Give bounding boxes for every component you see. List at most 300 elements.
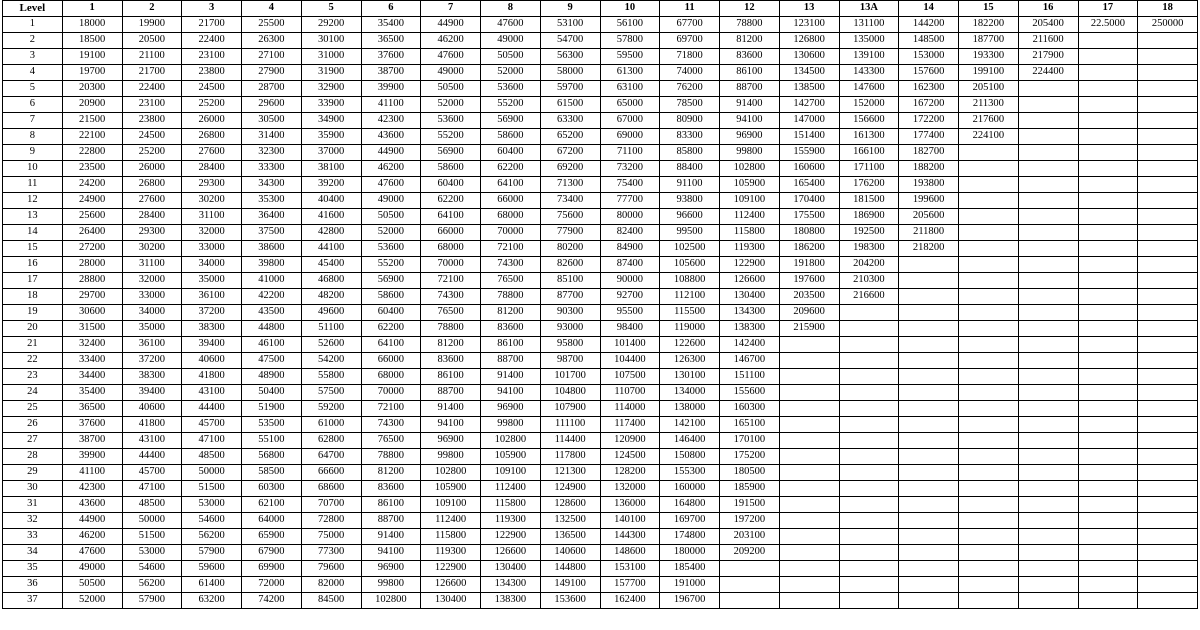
pay-cell: 191800 — [779, 257, 839, 273]
pay-cell: 99800 — [361, 577, 421, 593]
empty-cell — [779, 353, 839, 369]
empty-cell — [1018, 225, 1078, 241]
empty-cell — [839, 497, 899, 513]
pay-cell: 40600 — [122, 401, 182, 417]
pay-cell: 95500 — [600, 305, 660, 321]
pay-cell: 146700 — [720, 353, 780, 369]
table-row — [3, 481, 1198, 497]
empty-cell — [1078, 49, 1138, 65]
pay-cell: 39800 — [242, 257, 302, 273]
pay-cell: 94100 — [361, 545, 421, 561]
pay-cell: 99500 — [660, 225, 720, 241]
pay-cell: 99800 — [720, 145, 780, 161]
pay-cell: 67200 — [540, 145, 600, 161]
pay-cell: 54200 — [301, 353, 361, 369]
pay-cell: 53000 — [182, 497, 242, 513]
pay-cell: 25200 — [122, 145, 182, 161]
pay-cell: 90300 — [540, 305, 600, 321]
empty-cell — [1138, 449, 1198, 465]
empty-cell — [1018, 193, 1078, 209]
pay-cell: 92700 — [600, 289, 660, 305]
pay-cell: 21100 — [122, 49, 182, 65]
empty-cell — [1078, 129, 1138, 145]
pay-cell: 148500 — [899, 33, 959, 49]
empty-cell — [1018, 353, 1078, 369]
column-header: 8 — [481, 1, 541, 17]
pay-cell: 83300 — [660, 129, 720, 145]
pay-cell: 130400 — [421, 593, 481, 609]
empty-cell — [1018, 145, 1078, 161]
empty-cell — [1078, 193, 1138, 209]
empty-cell — [1138, 241, 1198, 257]
pay-cell: 205100 — [959, 81, 1019, 97]
empty-cell — [1078, 257, 1138, 273]
pay-cell: 105900 — [720, 177, 780, 193]
empty-cell — [839, 305, 899, 321]
pay-cell: 73200 — [600, 161, 660, 177]
pay-cell: 47600 — [421, 49, 481, 65]
pay-cell: 56800 — [242, 449, 302, 465]
pay-cell: 57900 — [182, 545, 242, 561]
pay-cell: 54700 — [540, 33, 600, 49]
pay-cell: 67000 — [600, 113, 660, 129]
empty-cell — [1138, 305, 1198, 321]
pay-cell: 72800 — [301, 513, 361, 529]
pay-cell: 199100 — [959, 65, 1019, 81]
pay-cell: 112400 — [720, 209, 780, 225]
pay-cell: 80000 — [600, 209, 660, 225]
column-header: 3 — [182, 1, 242, 17]
row-header-level: 29 — [3, 465, 63, 481]
pay-cell: 62100 — [242, 497, 302, 513]
pay-cell: 128600 — [540, 497, 600, 513]
pay-cell: 27600 — [122, 193, 182, 209]
empty-cell — [959, 481, 1019, 497]
empty-cell — [839, 481, 899, 497]
pay-cell: 138500 — [779, 81, 839, 97]
pay-cell: 83600 — [361, 481, 421, 497]
empty-cell — [1018, 177, 1078, 193]
row-header-level: 36 — [3, 577, 63, 593]
table-header — [3, 1, 1198, 17]
pay-cell: 37200 — [122, 353, 182, 369]
pay-cell: 27900 — [242, 65, 302, 81]
empty-cell — [899, 497, 959, 513]
pay-cell: 23800 — [182, 65, 242, 81]
pay-cell: 70000 — [481, 225, 541, 241]
empty-cell — [1078, 353, 1138, 369]
table-row — [3, 385, 1198, 401]
pay-cell: 81200 — [481, 305, 541, 321]
empty-cell — [899, 385, 959, 401]
empty-cell — [779, 449, 839, 465]
empty-cell — [779, 417, 839, 433]
pay-cell: 224100 — [959, 129, 1019, 145]
empty-cell — [1078, 241, 1138, 257]
pay-cell: 86100 — [720, 65, 780, 81]
pay-cell: 33900 — [301, 97, 361, 113]
table-row — [3, 321, 1198, 337]
pay-cell: 119300 — [720, 241, 780, 257]
empty-cell — [959, 193, 1019, 209]
pay-cell: 39400 — [182, 337, 242, 353]
pay-cell: 142700 — [779, 97, 839, 113]
pay-cell: 69700 — [660, 33, 720, 49]
pay-cell: 39200 — [301, 177, 361, 193]
pay-cell: 76500 — [481, 273, 541, 289]
empty-cell — [899, 529, 959, 545]
empty-cell — [1018, 481, 1078, 497]
pay-cell: 41600 — [301, 209, 361, 225]
column-header: 9 — [540, 1, 600, 17]
pay-cell: 44800 — [242, 321, 302, 337]
pay-cell: 81200 — [421, 337, 481, 353]
pay-cell: 69000 — [600, 129, 660, 145]
empty-cell — [899, 545, 959, 561]
empty-cell — [839, 561, 899, 577]
empty-cell — [959, 561, 1019, 577]
pay-cell: 28400 — [122, 209, 182, 225]
pay-cell: 161300 — [839, 129, 899, 145]
empty-cell — [1018, 113, 1078, 129]
pay-cell: 64100 — [481, 177, 541, 193]
pay-cell: 56200 — [122, 577, 182, 593]
empty-cell — [899, 289, 959, 305]
pay-cell: 126600 — [481, 545, 541, 561]
pay-cell: 86100 — [421, 369, 481, 385]
pay-cell: 108800 — [660, 273, 720, 289]
pay-cell: 185400 — [660, 561, 720, 577]
pay-cell: 44900 — [62, 513, 122, 529]
pay-cell: 35400 — [361, 17, 421, 33]
pay-cell: 88700 — [421, 385, 481, 401]
pay-cell: 66600 — [301, 465, 361, 481]
pay-cell: 68000 — [421, 241, 481, 257]
pay-cell: 52000 — [421, 97, 481, 113]
pay-cell: 75000 — [301, 529, 361, 545]
pay-cell: 30200 — [182, 193, 242, 209]
pay-cell: 60400 — [421, 177, 481, 193]
pay-cell: 53100 — [540, 17, 600, 33]
pay-cell: 86100 — [481, 337, 541, 353]
pay-cell: 78800 — [720, 17, 780, 33]
empty-cell — [839, 433, 899, 449]
empty-cell — [1138, 177, 1198, 193]
pay-cell: 148600 — [600, 545, 660, 561]
pay-cell: 75400 — [600, 177, 660, 193]
pay-cell: 193300 — [959, 49, 1019, 65]
pay-cell: 37600 — [62, 417, 122, 433]
empty-cell — [899, 481, 959, 497]
row-header-level: 35 — [3, 561, 63, 577]
empty-cell — [959, 161, 1019, 177]
empty-cell — [1078, 113, 1138, 129]
pay-cell: 19900 — [122, 17, 182, 33]
pay-cell: 47100 — [182, 433, 242, 449]
pay-cell: 55200 — [361, 257, 421, 273]
pay-cell: 81200 — [361, 465, 421, 481]
pay-cell: 45700 — [122, 465, 182, 481]
pay-cell: 77700 — [600, 193, 660, 209]
pay-cell: 39900 — [62, 449, 122, 465]
table-body — [3, 17, 1198, 609]
empty-cell — [1138, 65, 1198, 81]
pay-cell: 34000 — [122, 305, 182, 321]
empty-cell — [959, 465, 1019, 481]
pay-cell: 79600 — [301, 561, 361, 577]
pay-cell: 41100 — [361, 97, 421, 113]
pay-cell: 165400 — [779, 177, 839, 193]
pay-cell: 114000 — [600, 401, 660, 417]
pay-cell: 55800 — [301, 369, 361, 385]
pay-cell: 105900 — [421, 481, 481, 497]
empty-cell — [1138, 353, 1198, 369]
empty-cell — [959, 577, 1019, 593]
empty-cell — [1018, 337, 1078, 353]
pay-cell: 46100 — [242, 337, 302, 353]
pay-cell: 95800 — [540, 337, 600, 353]
pay-cell: 62200 — [361, 321, 421, 337]
pay-cell: 41000 — [242, 273, 302, 289]
pay-cell: 210300 — [839, 273, 899, 289]
pay-cell: 115800 — [481, 497, 541, 513]
pay-cell: 38300 — [182, 321, 242, 337]
pay-cell: 56100 — [600, 17, 660, 33]
pay-cell: 77300 — [301, 545, 361, 561]
empty-cell — [1018, 417, 1078, 433]
pay-cell: 26800 — [182, 129, 242, 145]
column-header: 6 — [361, 1, 421, 17]
pay-cell: 28700 — [242, 81, 302, 97]
empty-cell — [1138, 81, 1198, 97]
empty-cell — [959, 257, 1019, 273]
pay-cell: 48900 — [242, 369, 302, 385]
table-row — [3, 545, 1198, 561]
pay-cell: 160600 — [779, 161, 839, 177]
pay-cell: 93000 — [540, 321, 600, 337]
pay-cell: 155600 — [720, 385, 780, 401]
pay-cell: 77900 — [540, 225, 600, 241]
pay-cell: 36500 — [361, 33, 421, 49]
pay-cell: 57900 — [122, 593, 182, 609]
pay-cell: 62200 — [421, 193, 481, 209]
pay-cell: 29700 — [62, 289, 122, 305]
table-row — [3, 97, 1198, 113]
pay-cell: 186200 — [779, 241, 839, 257]
pay-cell: 68600 — [301, 481, 361, 497]
pay-cell: 98400 — [600, 321, 660, 337]
pay-cell: 180000 — [660, 545, 720, 561]
table-row — [3, 289, 1198, 305]
empty-cell — [899, 401, 959, 417]
pay-cell: 72100 — [421, 273, 481, 289]
pay-cell: 32000 — [122, 273, 182, 289]
pay-cell: 115800 — [720, 225, 780, 241]
pay-cell: 126600 — [421, 577, 481, 593]
pay-cell: 140600 — [540, 545, 600, 561]
pay-cell: 49000 — [481, 33, 541, 49]
pay-cell: 126600 — [720, 273, 780, 289]
empty-cell — [1018, 577, 1078, 593]
row-header-level: 14 — [3, 225, 63, 241]
pay-cell: 138000 — [660, 401, 720, 417]
pay-cell: 61000 — [301, 417, 361, 433]
empty-cell — [1018, 369, 1078, 385]
empty-cell — [1138, 257, 1198, 273]
empty-cell — [959, 497, 1019, 513]
empty-cell — [1018, 305, 1078, 321]
pay-cell: 44100 — [301, 241, 361, 257]
pay-cell: 139100 — [839, 49, 899, 65]
table-row — [3, 17, 1198, 33]
pay-cell: 42200 — [242, 289, 302, 305]
table-row — [3, 593, 1198, 609]
pay-cell: 35400 — [62, 385, 122, 401]
pay-cell: 64100 — [421, 209, 481, 225]
pay-cell: 36100 — [122, 337, 182, 353]
pay-cell: 205600 — [899, 209, 959, 225]
pay-cell: 47100 — [122, 481, 182, 497]
pay-cell: 38100 — [301, 161, 361, 177]
pay-cell: 78800 — [481, 289, 541, 305]
pay-cell: 57800 — [600, 33, 660, 49]
empty-cell — [779, 513, 839, 529]
pay-cell: 21500 — [62, 113, 122, 129]
pay-cell: 128200 — [600, 465, 660, 481]
table-row — [3, 337, 1198, 353]
table-row — [3, 225, 1198, 241]
pay-cell: 40400 — [301, 193, 361, 209]
pay-cell: 83600 — [421, 353, 481, 369]
pay-cell: 46200 — [361, 161, 421, 177]
table-row — [3, 465, 1198, 481]
pay-cell: 50500 — [62, 577, 122, 593]
pay-cell: 80200 — [540, 241, 600, 257]
pay-cell: 192500 — [839, 225, 899, 241]
pay-cell: 78500 — [660, 97, 720, 113]
pay-cell: 63200 — [182, 593, 242, 609]
table-row — [3, 529, 1198, 545]
empty-cell — [1018, 161, 1078, 177]
pay-cell: 109100 — [421, 497, 481, 513]
pay-cell: 197200 — [720, 513, 780, 529]
pay-cell: 32300 — [242, 145, 302, 161]
empty-cell — [1138, 97, 1198, 113]
pay-cell: 26800 — [122, 177, 182, 193]
empty-cell — [959, 337, 1019, 353]
pay-cell: 199600 — [899, 193, 959, 209]
pay-cell: 76200 — [660, 81, 720, 97]
empty-cell — [720, 593, 780, 609]
pay-cell: 30500 — [242, 113, 302, 129]
pay-cell: 131100 — [839, 17, 899, 33]
pay-cell: 58600 — [421, 161, 481, 177]
pay-cell: 35000 — [182, 273, 242, 289]
empty-cell — [1018, 545, 1078, 561]
row-header-level: 33 — [3, 529, 63, 545]
pay-cell: 169700 — [660, 513, 720, 529]
pay-cell: 41800 — [122, 417, 182, 433]
pay-cell: 122900 — [481, 529, 541, 545]
empty-cell — [959, 177, 1019, 193]
column-header: 10 — [600, 1, 660, 17]
pay-cell: 49600 — [301, 305, 361, 321]
pay-cell: 119000 — [660, 321, 720, 337]
pay-cell: 43600 — [62, 497, 122, 513]
pay-cell: 250000 — [1138, 17, 1198, 33]
row-header-level: 10 — [3, 161, 63, 177]
empty-cell — [959, 529, 1019, 545]
pay-cell: 88700 — [720, 81, 780, 97]
empty-cell — [1078, 305, 1138, 321]
pay-cell: 151400 — [779, 129, 839, 145]
empty-cell — [779, 401, 839, 417]
empty-cell — [899, 369, 959, 385]
empty-cell — [1018, 593, 1078, 609]
pay-cell: 56200 — [182, 529, 242, 545]
pay-cell: 50400 — [242, 385, 302, 401]
empty-cell — [1018, 561, 1078, 577]
pay-cell: 38600 — [242, 241, 302, 257]
pay-cell: 44400 — [182, 401, 242, 417]
pay-cell: 126300 — [660, 353, 720, 369]
pay-cell: 123100 — [779, 17, 839, 33]
pay-cell: 48200 — [301, 289, 361, 305]
pay-cell: 84500 — [301, 593, 361, 609]
pay-cell: 31100 — [122, 257, 182, 273]
pay-cell: 60400 — [481, 145, 541, 161]
pay-cell: 144300 — [600, 529, 660, 545]
table-row — [3, 177, 1198, 193]
row-header-level: 15 — [3, 241, 63, 257]
table-row — [3, 113, 1198, 129]
pay-cell: 68000 — [361, 369, 421, 385]
pay-cell: 58500 — [242, 465, 302, 481]
empty-cell — [899, 593, 959, 609]
empty-cell — [1078, 337, 1138, 353]
table-row — [3, 449, 1198, 465]
empty-cell — [1078, 161, 1138, 177]
pay-cell: 85100 — [540, 273, 600, 289]
table-row — [3, 81, 1198, 97]
empty-cell — [1138, 529, 1198, 545]
row-header-level: 19 — [3, 305, 63, 321]
pay-cell: 38300 — [122, 369, 182, 385]
pay-cell: 30200 — [122, 241, 182, 257]
empty-cell — [959, 433, 1019, 449]
empty-cell — [959, 369, 1019, 385]
pay-cell: 31000 — [301, 49, 361, 65]
empty-cell — [839, 529, 899, 545]
pay-cell: 155900 — [779, 145, 839, 161]
pay-cell: 21700 — [182, 17, 242, 33]
pay-cell: 24200 — [62, 177, 122, 193]
pay-cell: 39400 — [122, 385, 182, 401]
pay-cell: 134300 — [481, 577, 541, 593]
pay-cell: 29200 — [301, 17, 361, 33]
empty-cell — [899, 513, 959, 529]
pay-cell: 59500 — [600, 49, 660, 65]
pay-cell: 23500 — [62, 161, 122, 177]
pay-cell: 23100 — [122, 97, 182, 113]
empty-cell — [1078, 209, 1138, 225]
empty-cell — [1138, 161, 1198, 177]
empty-cell — [899, 321, 959, 337]
pay-cell: 34000 — [182, 257, 242, 273]
column-header: 17 — [1078, 1, 1138, 17]
pay-cell: 91400 — [421, 401, 481, 417]
column-header: 11 — [660, 1, 720, 17]
